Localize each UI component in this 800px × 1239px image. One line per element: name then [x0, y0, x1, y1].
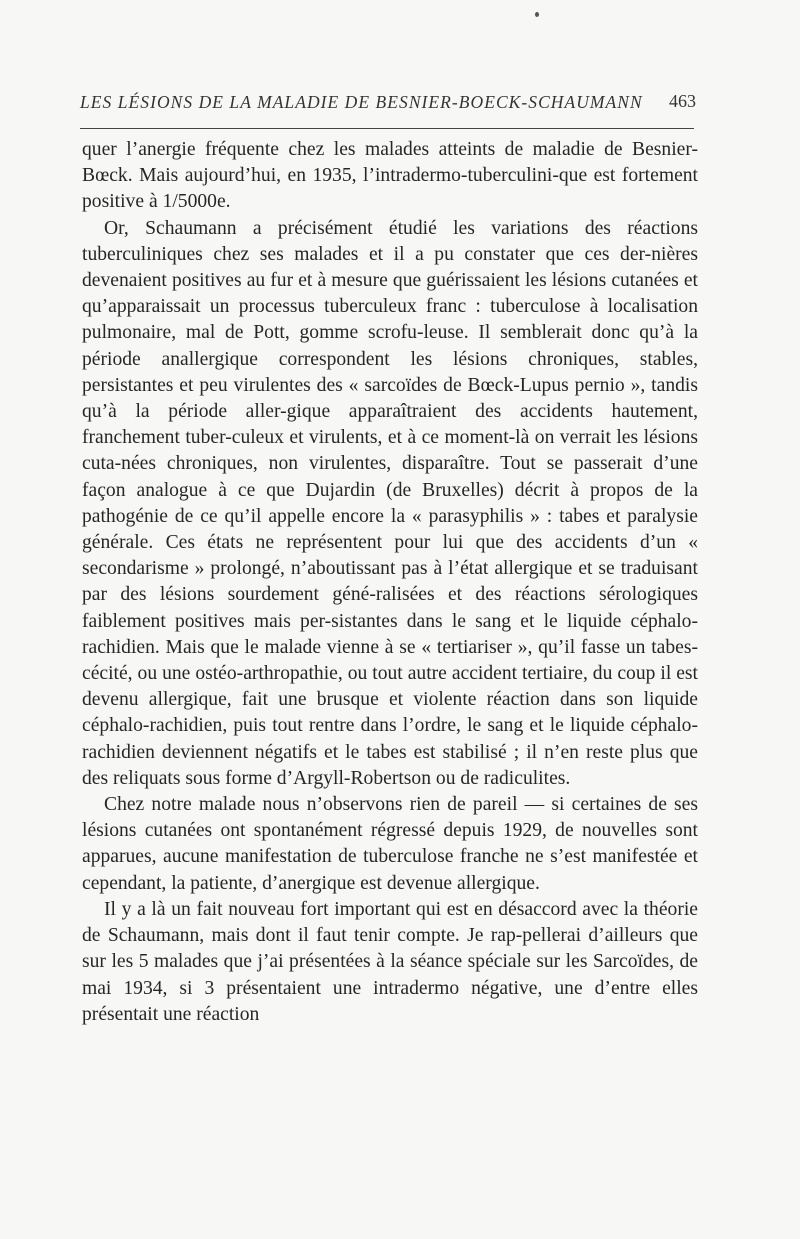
running-head — [80, 92, 696, 122]
body-text — [82, 137, 698, 1028]
header-rule — [80, 128, 694, 129]
running-title: LES LÉSIONS DE LA MALADIE DE BESNIER-BOECK-SCHAUMANN — [80, 92, 643, 112]
paragraph-3: Chez notre malade nous n’observons rien de pareil — si certaines de ses lésions cutanées ont spontanément régressé depuis 1929, de nouvelles sont apparues, aucune manifestation de tuberculose franche ne s’est manifestée et cependant, la patiente, d’anergique est devenue allergique. — [82, 794, 698, 894]
ink-speck — [535, 12, 539, 17]
paragraph-1: quer l’anergie fréquente chez les malades atteints de maladie de Besnier-Bœck. Mais aujourd’hui, en 1935, l’intradermo-tuberculini-que est fortement positive à 1/5000e. — [82, 139, 698, 213]
paragraph-2: Or, Schaumann a précisément étudié les variations des réactions tuberculiniques chez ses malades et il a pu constater que ces der-nières devenaient positives au fur et à mesure que guérissaient les lésions cutanées et qu’apparaissait un processus tuberculeux franc : tuberculose à localisation pulmonaire, mal de Pott, gomme scrofu-leuse. Il semblerait donc qu’à la période anallergique correspondent les lésions chroniques, stables, persistantes et peu virulentes des « sarcoïdes de Bœck-Lupus pernio », tandis qu’à la période aller-gique apparaîtraient des accidents hautement, franchement tuber-culeux et virulents, et à ce moment-là on verrait les lésions cuta-nées chroniques, non virulentes, disparaître. Tout se passerait d’une façon analogue à ce que Dujardin (de Bruxelles) décrit à propos de la pathogénie de ce qu’il appelle encore la « parasyphilis » : tabes et paralysie générale. Ces états ne représentent pour lui que des accidents d’un « secondarisme » prolongé, n’aboutissant pas à l’état allergique et se traduisant par des lésions sourdement géné-ralisées et des réactions sérologiques faiblement positives mais per-sistantes dans le sang et le liquide céphalo-rachidien. Mais que le malade vienne à se « tertiariser », qu’il fasse un tabes-cécité, ou une ostéo-arthropathie, ou tout autre accident tertiaire, du coup il est devenu allergique, fait une brusque et violente réaction dans son liquide céphalo-rachidien, puis tout rentre dans l’ordre, le sang et le liquide céphalo-rachidien deviennent négatifs et le tabes est stabilisé ; il n’en reste plus que des reliquats sous forme d’Argyll-Robertson ou de radiculites. — [82, 217, 698, 789]
paragraph-4: Il y a là un fait nouveau fort important qui est en désaccord avec la théorie de Schaumann, mais dont il faut tenir compte. Je rap-pellerai d’ailleurs que sur les 5 malades que j’ai présentées à la séance spéciale sur les Sarcoïdes, de mai 1934, si 3 présentaient une intradermo négative, une d’entre elles présentait une réaction — [82, 898, 698, 1025]
page-number: 463 — [669, 91, 696, 111]
